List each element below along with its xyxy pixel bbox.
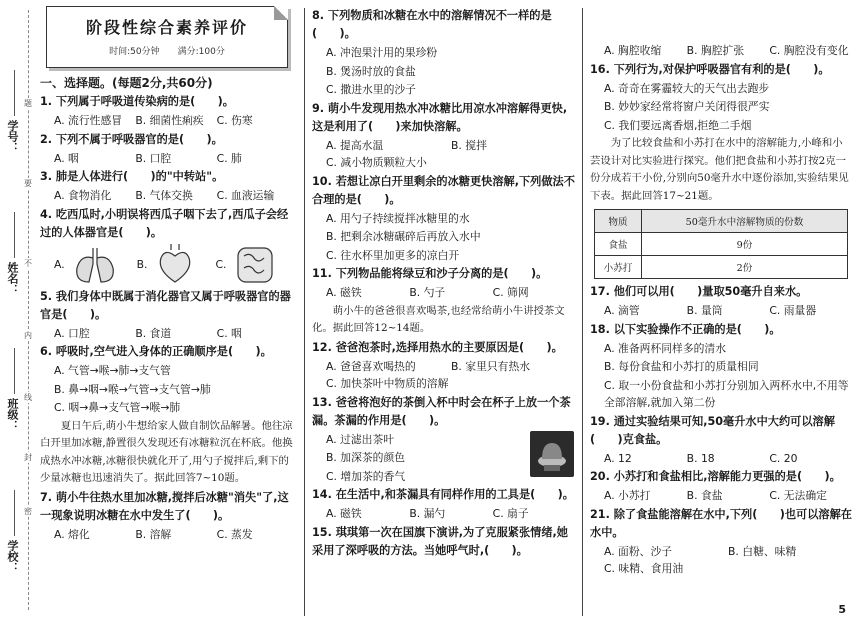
- table-cell: 9份: [642, 233, 848, 256]
- question-2-options: [54, 150, 298, 168]
- option[interactable]: C. 咽: [216, 326, 242, 340]
- table-cell: 食盐: [595, 233, 642, 256]
- question-1-options: [54, 112, 298, 130]
- question-8: 8. 下列物质和冰糖在水中的溶解情况不一样的是( )。: [312, 9, 552, 40]
- option[interactable]: C. 胸腔没有变化: [769, 44, 849, 57]
- school-line: [14, 490, 15, 536]
- question-1: 1. 下列属于呼吸道传染病的是( )。: [40, 95, 234, 108]
- option[interactable]: A. 用勺子持续搅拌冰糖里的水: [326, 211, 470, 225]
- question-20-options: [604, 487, 852, 505]
- question-13-options: [312, 431, 576, 486]
- option[interactable]: B. 口腔: [135, 151, 172, 165]
- question-21: 21. 除了食盐能溶解在水中,下列( )也可以溶解在水中。: [590, 507, 852, 539]
- question-2: 2. 下列不属于呼吸器官的是( )。: [40, 132, 223, 146]
- column-3: [590, 6, 852, 579]
- table-row: [595, 233, 848, 256]
- question-11-options: [326, 284, 576, 302]
- option[interactable]: A. 咽: [54, 151, 79, 165]
- option[interactable]: A. 提高水温: [326, 138, 384, 152]
- option[interactable]: B. 鼻→咽→喉→气管→支气管→肺: [54, 382, 211, 396]
- option[interactable]: C. 撒进水里的沙子: [326, 83, 416, 96]
- option[interactable]: B. 煲汤时放的食盐: [326, 64, 416, 78]
- option[interactable]: C. 伤寒: [216, 114, 253, 127]
- option[interactable]: A.: [54, 258, 65, 271]
- question-9: 9. 萌小牛发现用热水冲冰糖比用凉水冲溶解得更快,这是利用了( )来加快溶解。: [312, 101, 568, 133]
- page-number: 5: [838, 603, 846, 616]
- option[interactable]: A. 口腔: [54, 326, 90, 340]
- seal-char: 题: [24, 99, 32, 108]
- question-3-options: [54, 187, 298, 205]
- section-heading: 一、选择题。(每题2分,共60分): [40, 76, 213, 90]
- option[interactable]: A. 流行性感冒: [54, 114, 123, 127]
- question-13: 13. 爸爸将泡好的茶倒入杯中时会在杯子上放一个茶漏。茶漏的作用是( )。: [312, 395, 571, 427]
- option[interactable]: C. 无法确定: [769, 489, 827, 503]
- option[interactable]: A. 冲泡果汁用的果珍粉: [326, 46, 438, 59]
- binding-margin: [0, 0, 34, 624]
- question-9-options: [326, 137, 576, 155]
- name-line: [14, 212, 15, 258]
- reading-passage: 萌小牛的爸爸很喜欢喝茶,也经常给萌小牛讲授茶文化。据此回答12~14题。: [312, 304, 565, 335]
- option[interactable]: B. 气体交换: [135, 189, 193, 202]
- lungs-icon: [71, 244, 119, 286]
- option[interactable]: B.: [136, 258, 148, 271]
- option[interactable]: A. 磁铁: [326, 507, 362, 521]
- option[interactable]: B. 溶解: [135, 527, 172, 541]
- option[interactable]: A. 滴管: [604, 304, 640, 318]
- question-6: 6. 呼吸时,空气进入身体的正确顺序是( )。: [40, 345, 272, 358]
- heart-icon: [153, 244, 197, 286]
- option[interactable]: B. 胸腔扩张: [686, 44, 745, 57]
- question-3: 3. 肺是人体进行( )的"中转站"。: [40, 170, 224, 183]
- question-12: 12. 爸爸泡茶时,选择用热水的主要原因是( )。: [312, 340, 563, 354]
- class-label: 班级：: [6, 398, 19, 431]
- option[interactable]: A. 食物消化: [54, 189, 112, 202]
- option[interactable]: A. 气管→喉→肺→支气管: [54, 364, 171, 377]
- option[interactable]: A. 爸爸喜欢喝热的: [326, 359, 416, 373]
- table-cell: 2份: [642, 256, 848, 279]
- question-5: 5. 我们身体中既属于消化器官又属于呼吸器官的器官是( )。: [40, 289, 291, 321]
- results-table: [594, 209, 848, 279]
- page-fold-decoration: [274, 6, 288, 20]
- seal-char: 密: [24, 507, 32, 516]
- question-4: 4. 吃西瓜时,小明误将西瓜子咽下去了,西瓜子会经过的人体器官是( )。: [40, 207, 289, 239]
- option[interactable]: C. 咽→鼻→支气管→喉→肺: [54, 401, 181, 414]
- question-15-options: [604, 42, 852, 60]
- option[interactable]: A. 熔化: [54, 527, 90, 541]
- seal-char: 内: [24, 331, 32, 340]
- question-21-options: [604, 543, 852, 561]
- question-18: 18. 以下实验操作不正确的是( )。: [590, 322, 781, 336]
- option[interactable]: B. 搅拌: [451, 138, 487, 152]
- option[interactable]: B. 勺子: [409, 286, 446, 299]
- option[interactable]: C. 取一小份食盐和小苏打分别加入两杯水中,不用等全部溶解,就加入第二份: [604, 378, 849, 410]
- option[interactable]: B. 漏勺: [409, 507, 446, 521]
- question-10: 10. 若想让凉白开里剩余的冰糖更快溶解,下列做法不合理的是( )。: [312, 174, 575, 206]
- option[interactable]: C. 减小物质颗粒大小: [326, 156, 427, 169]
- option[interactable]: C. 20: [769, 451, 798, 465]
- option[interactable]: C. 扇子: [492, 507, 529, 521]
- student-id-line: [14, 70, 15, 116]
- option[interactable]: B. 食盐: [686, 489, 723, 503]
- option[interactable]: B. 家里只有热水: [451, 359, 531, 373]
- option[interactable]: C. 往水杯里加更多的凉白开: [326, 248, 460, 262]
- option[interactable]: A. 胸腔收缩: [604, 44, 662, 57]
- option[interactable]: B. 加深茶的颜色: [326, 451, 406, 465]
- column-2: [312, 6, 576, 561]
- table-row: [595, 256, 848, 279]
- question-11: 11. 下列物品能将绿豆和沙子分离的是( )。: [312, 267, 548, 280]
- table-header-cell: 50毫升水中溶解物质的份数: [642, 210, 848, 233]
- option[interactable]: B. 妙妙家经常将窗户关闭得很严实: [604, 100, 770, 113]
- option[interactable]: A. 准备两杯同样多的清水: [604, 341, 727, 355]
- question-17-options: [604, 302, 852, 320]
- tea-strainer-photo: [530, 431, 574, 477]
- question-4-options: [54, 243, 298, 287]
- name-label: 姓名：: [6, 262, 19, 295]
- class-line: [14, 348, 15, 394]
- option[interactable]: C. 味精、食用油: [604, 562, 684, 576]
- option[interactable]: B. 食道: [135, 326, 172, 340]
- page-title: 阶段性综合素养评价: [85, 18, 248, 37]
- column-divider: [582, 8, 583, 616]
- column-1: [40, 6, 298, 543]
- question-19-options: [604, 450, 852, 468]
- option[interactable]: A. 磁铁: [326, 286, 362, 299]
- table-header-row: [595, 210, 848, 233]
- option[interactable]: B. 细菌性痢疾: [135, 114, 204, 127]
- option[interactable]: B. 白糖、味精: [728, 544, 797, 558]
- option[interactable]: B. 每份食盐和小苏打的质量相同: [604, 360, 759, 374]
- option[interactable]: A. 奇奇在雾霾较大的天气出去跑步: [604, 81, 770, 95]
- seal-char: 线: [24, 393, 32, 402]
- reading-passage: 为了比较食盐和小苏打在水中的溶解能力,小峰和小芸设计对比实验进行探究。他们把食盐和小苏打按2克一份分成若干小份,分别向50毫升水中逐份添加,实验结果见下表。据此回答17~21题。: [590, 137, 849, 202]
- question-14-options: [326, 505, 576, 523]
- seal-char: 要: [24, 179, 32, 188]
- option[interactable]: B. 把剩余冰糖碾碎后再放入水中: [326, 230, 481, 243]
- option[interactable]: C. 雨量器: [769, 304, 817, 318]
- option[interactable]: A. 小苏打: [604, 489, 651, 503]
- option[interactable]: C. 肺: [216, 151, 242, 165]
- intestine-icon: [232, 244, 278, 286]
- exam-info: 时间:50分钟 满分:100分: [109, 47, 225, 57]
- option[interactable]: B. 18: [686, 451, 715, 465]
- table-cell: 小苏打: [595, 256, 642, 279]
- option[interactable]: C. 血液运输: [216, 189, 275, 202]
- question-19: 19. 通过实验结果可知,50毫升水中大约可以溶解( )克食盐。: [590, 414, 835, 446]
- option[interactable]: A. 12: [604, 451, 632, 465]
- question-7-options: [54, 526, 298, 544]
- reading-passage: 夏日午后,萌小牛想给家人做自制饮品解暑。他往凉白开里加冰糖,静置很久发现还有冰糖粒沉在杯底。他换成热水冲冰糖,冰糖很快就化开了,用勺子搅拌后,剩下的少量冰糖也迅速消失了。据此回答7~10题。: [40, 419, 293, 485]
- option[interactable]: B. 量筒: [686, 304, 723, 318]
- question-16: 16. 下列行为,对保护呼吸器官有利的是( )。: [590, 62, 830, 76]
- question-14: 14. 在生活中,和茶漏具有同样作用的工具是( )。: [312, 488, 574, 502]
- seal-char: 不: [24, 259, 32, 268]
- option[interactable]: C. 加快茶叶中物质的溶解: [326, 377, 449, 391]
- question-5-options: [54, 325, 298, 343]
- option[interactable]: C. 增加茶的香气: [326, 469, 406, 483]
- option[interactable]: C. 筛网: [492, 286, 529, 299]
- column-divider: [304, 8, 305, 616]
- option[interactable]: C.: [215, 258, 227, 271]
- student-id-label: 学号：: [6, 120, 19, 153]
- school-label: 学校：: [6, 540, 19, 573]
- option[interactable]: A. 过滤出茶叶: [326, 432, 395, 446]
- question-7: 7. 萌小牛往热水里加冰糖,搅拌后冰糖"消失"了,这一现象说明冰糖在水中发生了( )。: [40, 490, 289, 522]
- option[interactable]: C. 我们要远离香烟,拒绝二手烟: [604, 118, 752, 132]
- question-12-options: [326, 358, 576, 376]
- seal-char: 封: [24, 453, 32, 462]
- teapot-icon: [530, 431, 574, 477]
- option[interactable]: A. 面粉、沙子: [604, 544, 673, 558]
- question-20: 20. 小苏打和食盐相比,溶解能力更强的是( )。: [590, 470, 841, 484]
- question-15: 15. 琪琪第一次在国旗下演讲,为了克服紧张情绪,她采用了深呼吸的方法。当她呼气时,( )。: [312, 525, 568, 557]
- option[interactable]: C. 蒸发: [216, 527, 253, 541]
- title-box: [46, 6, 288, 68]
- table-header-cell: 物质: [595, 210, 642, 233]
- question-17: 17. 他们可以用( )量取50毫升自来水。: [590, 285, 808, 299]
